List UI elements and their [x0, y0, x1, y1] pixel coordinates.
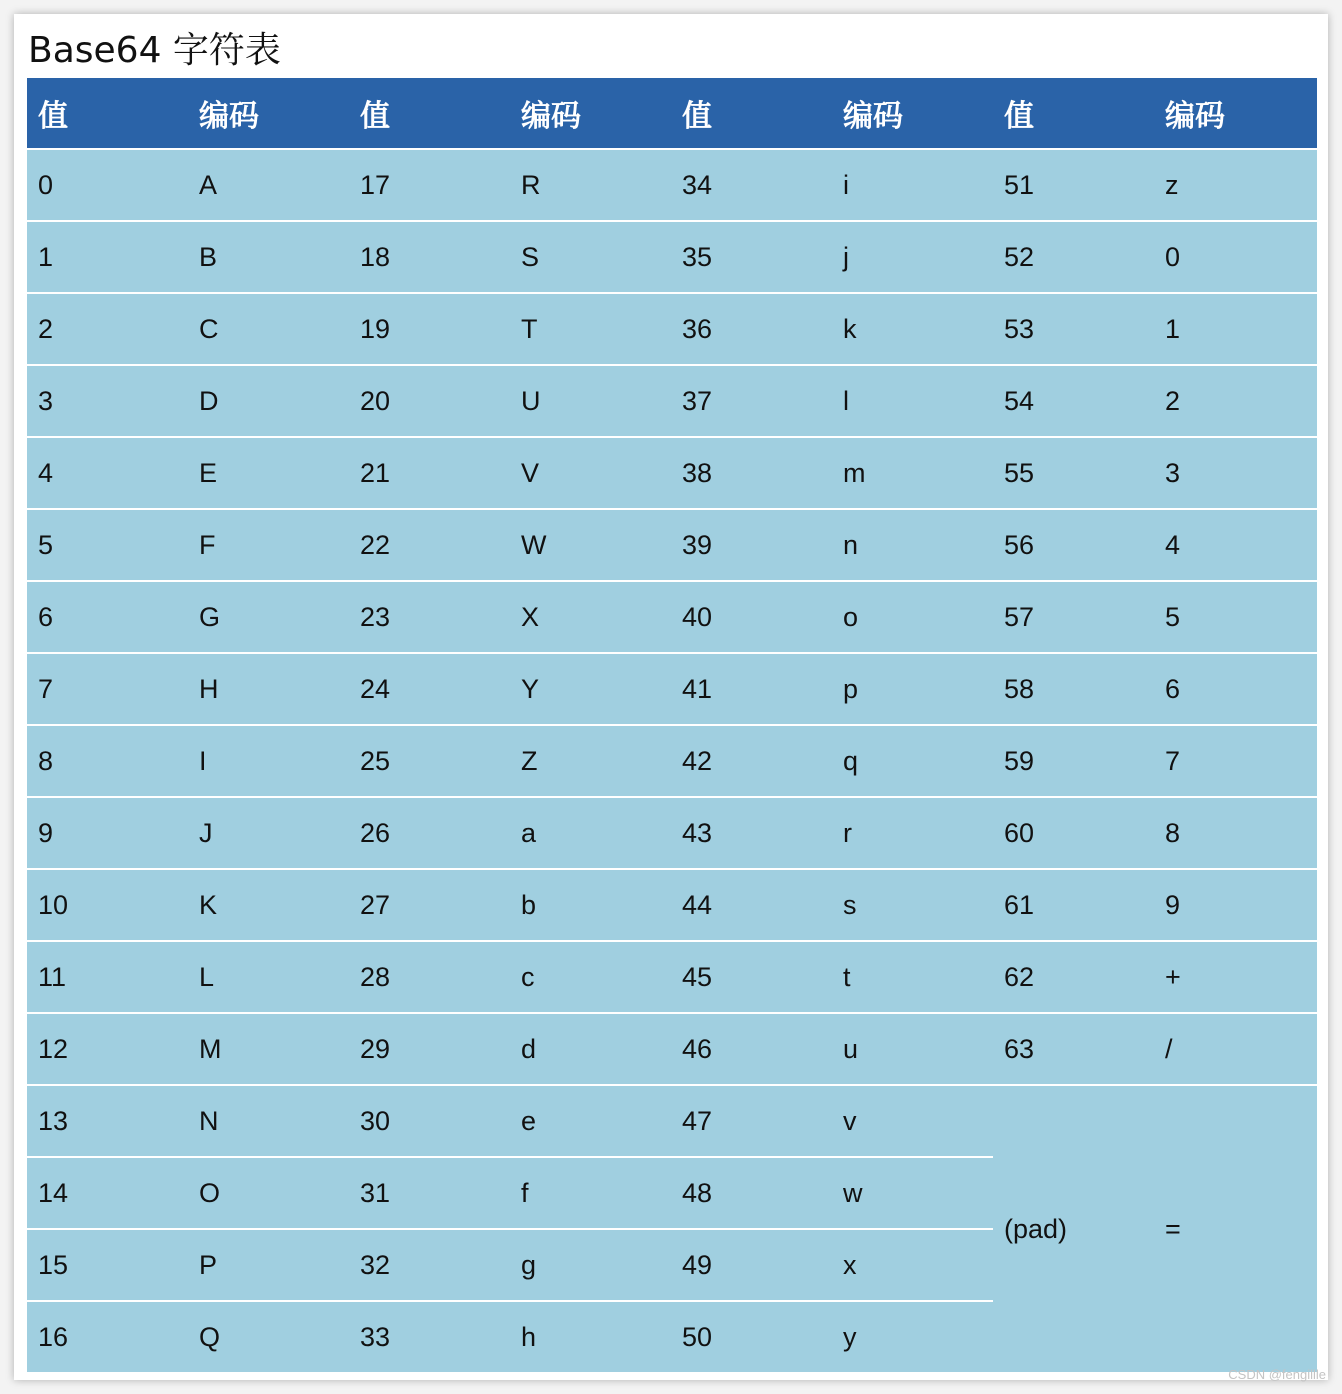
value-cell: 12 — [27, 1013, 188, 1085]
code-cell: N — [188, 1085, 349, 1157]
code-cell: B — [188, 221, 349, 293]
code-cell: k — [832, 293, 993, 365]
value-cell: 28 — [349, 941, 510, 1013]
value-cell: 41 — [671, 653, 832, 725]
code-cell: b — [510, 869, 671, 941]
code-cell: + — [1154, 941, 1317, 1013]
header-value-2: 值 — [349, 78, 510, 149]
code-cell: l — [832, 365, 993, 437]
code-cell: o — [832, 581, 993, 653]
value-cell: 25 — [349, 725, 510, 797]
value-cell: 7 — [27, 653, 188, 725]
code-cell: z — [1154, 149, 1317, 221]
value-cell: 48 — [671, 1157, 832, 1229]
header-row — [27, 78, 1317, 149]
code-cell: F — [188, 509, 349, 581]
code-cell: v — [832, 1085, 993, 1157]
code-cell: y — [832, 1301, 993, 1372]
value-cell: 8 — [27, 725, 188, 797]
value-cell: 1 — [27, 221, 188, 293]
code-cell: h — [510, 1301, 671, 1372]
value-cell: 16 — [27, 1301, 188, 1372]
pad-value-cell: (pad) — [993, 1085, 1154, 1372]
code-cell: p — [832, 653, 993, 725]
value-cell: 6 — [27, 581, 188, 653]
value-cell: 10 — [27, 869, 188, 941]
watermark: CSDN @fengillle — [1228, 1367, 1326, 1382]
pad-code-cell: = — [1154, 1085, 1317, 1372]
table-row — [27, 581, 1317, 653]
value-cell: 36 — [671, 293, 832, 365]
table-row — [27, 365, 1317, 437]
table-row — [27, 725, 1317, 797]
value-cell: 17 — [349, 149, 510, 221]
code-cell: H — [188, 653, 349, 725]
code-cell: D — [188, 365, 349, 437]
code-cell: Y — [510, 653, 671, 725]
code-cell: 0 — [1154, 221, 1317, 293]
value-cell: 39 — [671, 509, 832, 581]
table-row — [27, 653, 1317, 725]
code-cell: 7 — [1154, 725, 1317, 797]
value-cell: 58 — [993, 653, 1154, 725]
value-cell: 53 — [993, 293, 1154, 365]
table-row — [27, 1013, 1317, 1085]
value-cell: 47 — [671, 1085, 832, 1157]
value-cell: 63 — [993, 1013, 1154, 1085]
code-cell: c — [510, 941, 671, 1013]
value-cell: 21 — [349, 437, 510, 509]
code-cell: 1 — [1154, 293, 1317, 365]
value-cell: 33 — [349, 1301, 510, 1372]
code-cell: s — [832, 869, 993, 941]
value-cell: 15 — [27, 1229, 188, 1301]
table-row — [27, 293, 1317, 365]
code-cell: 6 — [1154, 653, 1317, 725]
value-cell: 19 — [349, 293, 510, 365]
code-cell: / — [1154, 1013, 1317, 1085]
value-cell: 22 — [349, 509, 510, 581]
value-cell: 18 — [349, 221, 510, 293]
code-cell: g — [510, 1229, 671, 1301]
value-cell: 27 — [349, 869, 510, 941]
code-cell: 5 — [1154, 581, 1317, 653]
value-cell: 11 — [27, 941, 188, 1013]
value-cell: 54 — [993, 365, 1154, 437]
value-cell: 42 — [671, 725, 832, 797]
value-cell: 0 — [27, 149, 188, 221]
code-cell: 9 — [1154, 869, 1317, 941]
code-cell: G — [188, 581, 349, 653]
base64-table — [27, 78, 1317, 1372]
value-cell: 57 — [993, 581, 1154, 653]
code-cell: K — [188, 869, 349, 941]
value-cell: 55 — [993, 437, 1154, 509]
code-cell: T — [510, 293, 671, 365]
code-cell: d — [510, 1013, 671, 1085]
code-cell: r — [832, 797, 993, 869]
value-cell: 45 — [671, 941, 832, 1013]
value-cell: 32 — [349, 1229, 510, 1301]
value-cell: 2 — [27, 293, 188, 365]
value-cell: 34 — [671, 149, 832, 221]
table-row — [27, 437, 1317, 509]
value-cell: 30 — [349, 1085, 510, 1157]
value-cell: 61 — [993, 869, 1154, 941]
value-cell: 13 — [27, 1085, 188, 1157]
value-cell: 52 — [993, 221, 1154, 293]
value-cell: 4 — [27, 437, 188, 509]
value-cell: 37 — [671, 365, 832, 437]
table-row — [27, 869, 1317, 941]
value-cell: 40 — [671, 581, 832, 653]
table-row — [27, 149, 1317, 221]
value-cell: 44 — [671, 869, 832, 941]
code-cell: S — [510, 221, 671, 293]
code-cell: m — [832, 437, 993, 509]
code-cell: C — [188, 293, 349, 365]
code-cell: u — [832, 1013, 993, 1085]
code-cell: V — [510, 437, 671, 509]
value-cell: 14 — [27, 1157, 188, 1229]
table-body — [27, 149, 1317, 1372]
code-cell: J — [188, 797, 349, 869]
value-cell: 31 — [349, 1157, 510, 1229]
code-cell: n — [832, 509, 993, 581]
value-cell: 59 — [993, 725, 1154, 797]
code-cell: W — [510, 509, 671, 581]
code-cell: 4 — [1154, 509, 1317, 581]
header-code-2: 编码 — [510, 78, 671, 149]
code-cell: I — [188, 725, 349, 797]
value-cell: 5 — [27, 509, 188, 581]
table-row — [27, 509, 1317, 581]
value-cell: 9 — [27, 797, 188, 869]
value-cell: 20 — [349, 365, 510, 437]
table-row — [27, 941, 1317, 1013]
header-value-1: 值 — [27, 78, 188, 149]
value-cell: 60 — [993, 797, 1154, 869]
value-cell: 51 — [993, 149, 1154, 221]
code-cell: O — [188, 1157, 349, 1229]
value-cell: 26 — [349, 797, 510, 869]
code-cell: L — [188, 941, 349, 1013]
code-cell: R — [510, 149, 671, 221]
value-cell: 46 — [671, 1013, 832, 1085]
code-cell: A — [188, 149, 349, 221]
code-cell: X — [510, 581, 671, 653]
value-cell: 50 — [671, 1301, 832, 1372]
code-cell: a — [510, 797, 671, 869]
code-cell: Z — [510, 725, 671, 797]
code-cell: Q — [188, 1301, 349, 1372]
code-cell: j — [832, 221, 993, 293]
code-cell: t — [832, 941, 993, 1013]
code-cell: e — [510, 1085, 671, 1157]
value-cell: 38 — [671, 437, 832, 509]
header-code-1: 编码 — [188, 78, 349, 149]
value-cell: 3 — [27, 365, 188, 437]
value-cell: 35 — [671, 221, 832, 293]
header-value-4: 值 — [993, 78, 1154, 149]
code-cell: w — [832, 1157, 993, 1229]
header-value-3: 值 — [671, 78, 832, 149]
code-cell: 8 — [1154, 797, 1317, 869]
table-header — [27, 78, 1317, 149]
value-cell: 49 — [671, 1229, 832, 1301]
code-cell: i — [832, 149, 993, 221]
value-cell: 62 — [993, 941, 1154, 1013]
page-title: Base64 字符表 — [28, 30, 281, 71]
code-cell: x — [832, 1229, 993, 1301]
table-row — [27, 797, 1317, 869]
code-cell: U — [510, 365, 671, 437]
code-cell: 2 — [1154, 365, 1317, 437]
code-cell: M — [188, 1013, 349, 1085]
table-card — [14, 14, 1328, 1380]
code-cell: f — [510, 1157, 671, 1229]
value-cell: 23 — [349, 581, 510, 653]
code-cell: P — [188, 1229, 349, 1301]
value-cell: 56 — [993, 509, 1154, 581]
header-code-4: 编码 — [1154, 78, 1317, 149]
value-cell: 29 — [349, 1013, 510, 1085]
value-cell: 24 — [349, 653, 510, 725]
code-cell: 3 — [1154, 437, 1317, 509]
table-row — [27, 1085, 1317, 1157]
code-cell: q — [832, 725, 993, 797]
header-code-3: 编码 — [832, 78, 993, 149]
value-cell: 43 — [671, 797, 832, 869]
table-row — [27, 221, 1317, 293]
code-cell: E — [188, 437, 349, 509]
